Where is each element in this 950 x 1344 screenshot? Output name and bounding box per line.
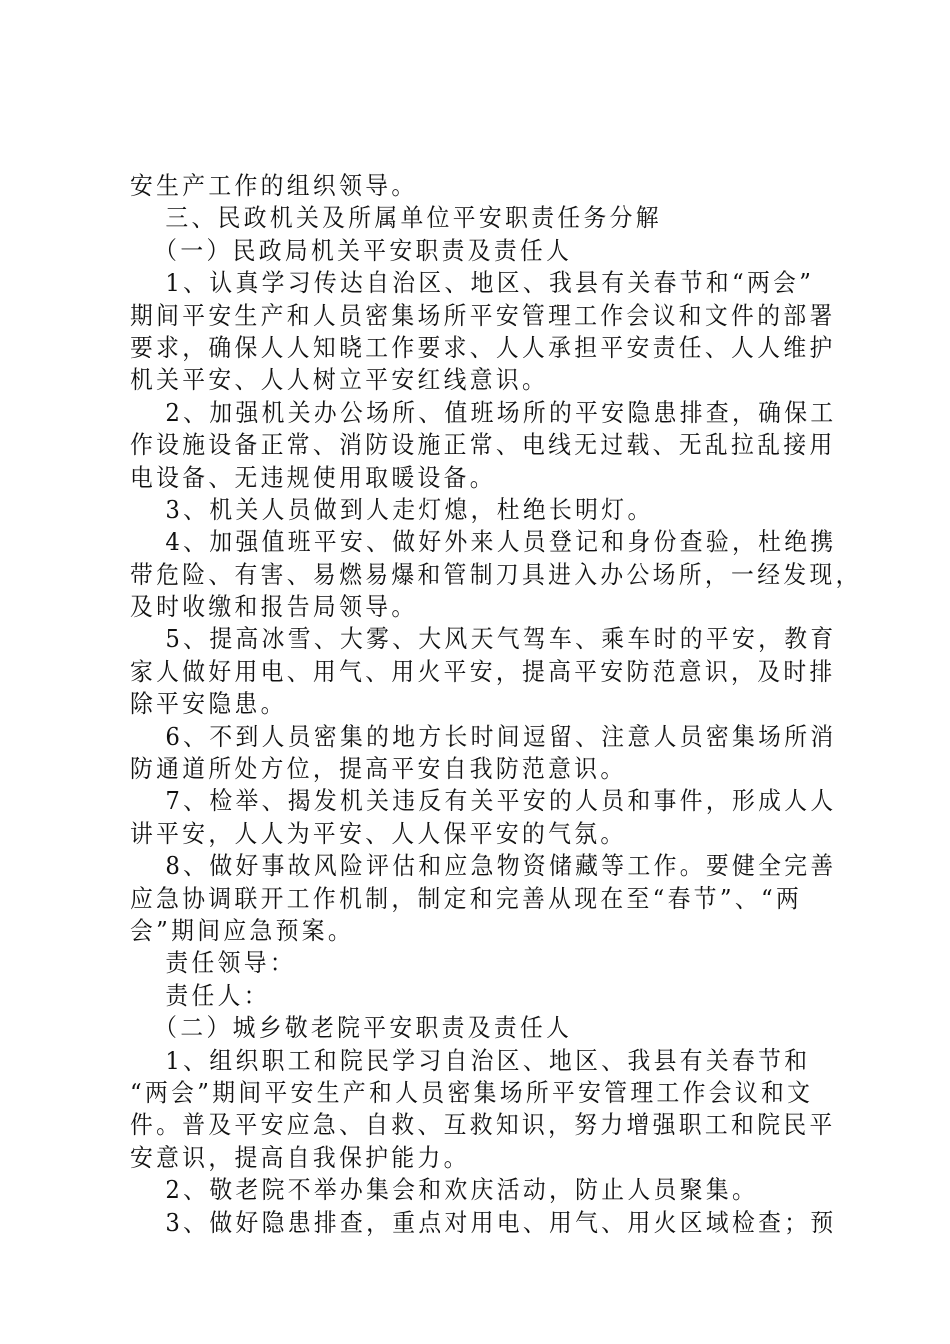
text-line: 除平安隐患。 bbox=[130, 689, 287, 719]
document-page bbox=[130, 170, 862, 1239]
subsection-heading-2: （二）城乡敬老院平安职责及责任人 bbox=[154, 1013, 573, 1043]
text-line: 防通道所处方位，提高平安自我防范意识。 bbox=[130, 754, 627, 784]
item-5-line: 5、提高冰雪、大雾、大风天气驾车、乘车时的平安，教育 bbox=[165, 624, 837, 654]
item-1-line: 1、组织职工和院民学习自治区、地区、我县有关春节和 bbox=[165, 1045, 811, 1075]
item-3-line: 3、机关人员做到人走灯熄，杜绝长明灯。 bbox=[165, 494, 654, 524]
item-2-line: 2、加强机关办公场所、值班场所的平安隐患排查，确保工 bbox=[165, 397, 837, 427]
item-1-line: 1、认真学习传达自治区、地区、我县有关春节和“两会” bbox=[165, 268, 815, 298]
item-8-line: 8、做好事故风险评估和应急物资储藏等工作。要健全完善 bbox=[165, 851, 837, 881]
text-line: 件。普及平安应急、自救、互救知识，努力增强职工和院民平 bbox=[130, 1110, 836, 1140]
responsible-person-label: 责任人： bbox=[165, 980, 270, 1010]
section-heading-3: 三、民政机关及所属单位平安职责任务分解 bbox=[165, 203, 662, 233]
responsible-leader-label: 责任领导： bbox=[165, 948, 297, 978]
subsection-heading-1: （一）民政局机关平安职责及责任人 bbox=[154, 235, 573, 265]
text-line: 安生产工作的组织领导。 bbox=[130, 171, 418, 200]
item-2-line: 2、敬老院不举办集会和欢庆活动，防止人员聚集。 bbox=[165, 1175, 759, 1205]
text-line: 会”期间应急预案。 bbox=[130, 915, 355, 945]
text-line: 安意识，提高自我保护能力。 bbox=[130, 1142, 470, 1172]
item-7-line: 7、检举、揭发机关违反有关平安的人员和事件，形成人人 bbox=[165, 786, 837, 816]
text-line: 家人做好用电、用气、用火平安，提高平安防范意识，及时排 bbox=[130, 656, 836, 686]
text-line: 期间平安生产和人员密集场所平安管理工作会议和文件的部署 bbox=[130, 300, 836, 330]
item-3-line: 3、做好隐患排查，重点对用电、用气、用火区域检查；预 bbox=[165, 1207, 837, 1237]
text-line: 作设施设备正常、消防设施正常、电线无过载、无乱拉乱接用 bbox=[130, 430, 836, 460]
text-line: 讲平安，人人为平安、人人保平安的气氛。 bbox=[130, 818, 627, 848]
text-line: “两会”期间平安生产和人员密集场所平安管理工作会议和文 bbox=[130, 1077, 814, 1107]
text-line: 机关平安、人人树立平安红线意识。 bbox=[130, 365, 549, 395]
item-6-line: 6、不到人员密集的地方长时间逗留、注意人员密集场所消 bbox=[165, 721, 837, 751]
text-line: 要求，确保人人知晓工作要求、人人承担平安责任、人人维护 bbox=[130, 332, 836, 362]
text-line: 应急协调联开工作机制，制定和完善从现在至“春节”、“两 bbox=[130, 883, 803, 913]
text-line: 电设备、无违规使用取暖设备。 bbox=[130, 462, 496, 492]
text-line: 带危险、有害、易燃易爆和管制刀具进入办公场所，一经发现， bbox=[130, 559, 862, 589]
item-4-line: 4、加强值班平安、做好外来人员登记和身份查验，杜绝携 bbox=[165, 527, 837, 557]
text-line: 及时收缴和报告局领导。 bbox=[130, 592, 418, 622]
